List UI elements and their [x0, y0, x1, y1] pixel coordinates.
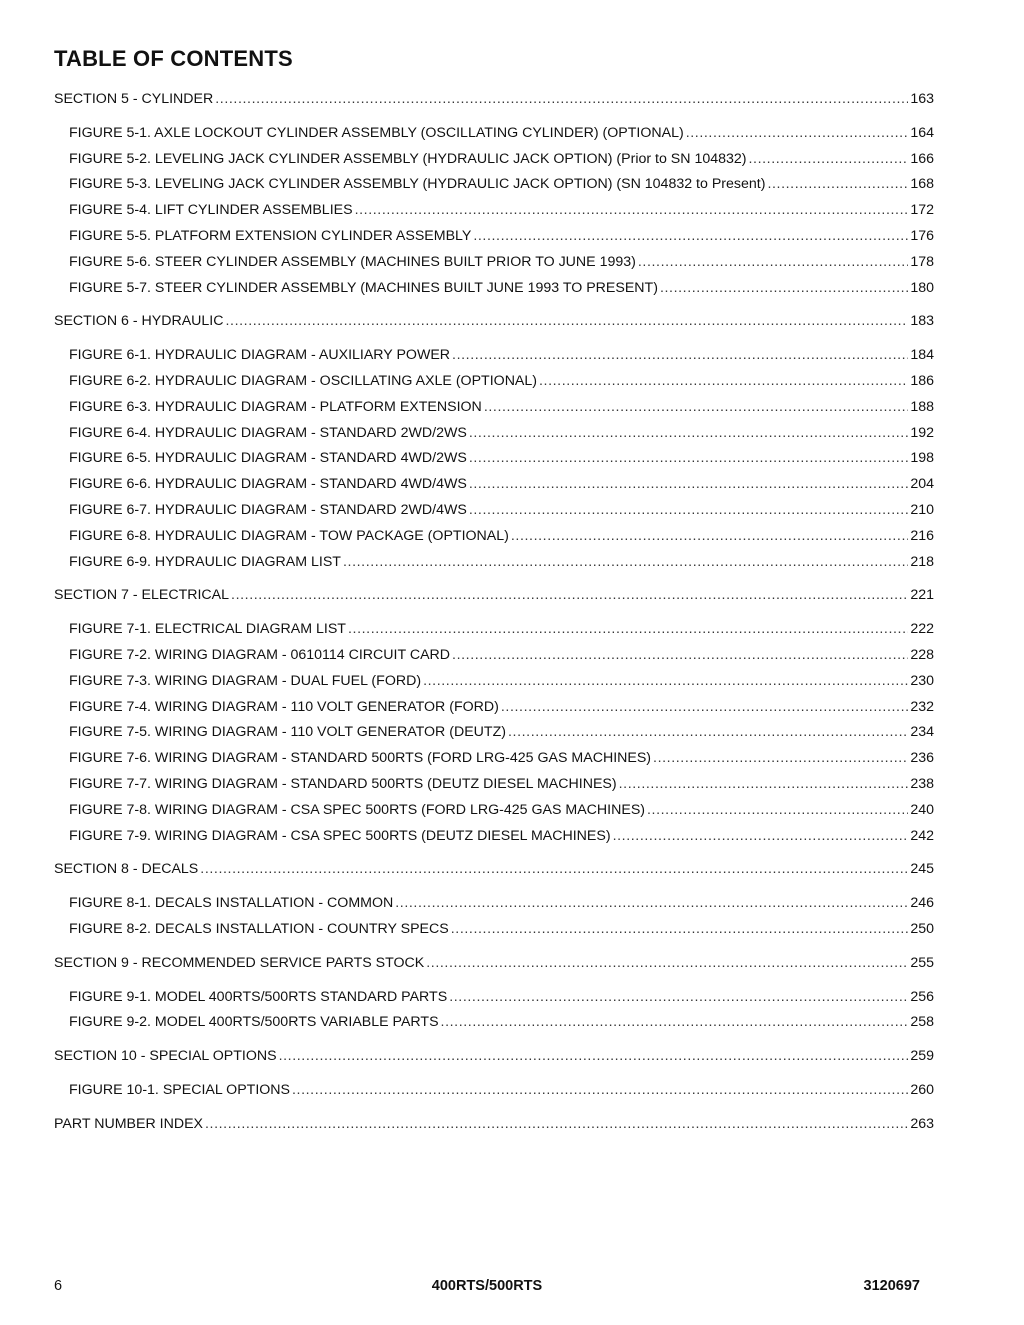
- toc-entry-page: 260: [910, 1081, 934, 1098]
- toc-entry-page: 234: [910, 724, 934, 741]
- toc-entry-label: FIGURE 7-4. WIRING DIAGRAM - 110 VOLT GENERATOR (FORD): [69, 698, 499, 715]
- toc-entry-label: SECTION 8 - DECALS: [54, 861, 199, 878]
- toc-entry-label: FIGURE 5-5. PLATFORM EXTENSION CYLINDER ASSEMBLY: [69, 227, 472, 244]
- dot-leader: [484, 397, 909, 417]
- dot-leader: [449, 987, 908, 1007]
- toc-entry-label: FIGURE 7-6. WIRING DIAGRAM - STANDARD 500RTS (FORD LRG-425 GAS MACHINES): [69, 750, 652, 767]
- toc-entry-label: FIGURE 5-6. STEER CYLINDER ASSEMBLY (MACHINES BUILT PRIOR TO JUNE 1993): [69, 253, 636, 270]
- dot-leader: [501, 697, 908, 717]
- toc-entry-page: 188: [910, 398, 934, 415]
- toc-entry-label: FIGURE 5-7. STEER CYLINDER ASSEMBLY (MACHINES BUILT JUNE 1993 TO PRESENT): [69, 279, 658, 296]
- toc-figure-entry[interactable]: [54, 722, 934, 748]
- toc-figure-entry[interactable]: [54, 619, 934, 645]
- dot-leader: [279, 1046, 909, 1066]
- toc-entry-label: FIGURE 6-3. HYDRAULIC DIAGRAM - PLATFORM EXTENSION: [69, 398, 482, 415]
- dot-leader: [348, 619, 908, 639]
- toc-entry-label: FIGURE 9-1. MODEL 400RTS/500RTS STANDARD PARTS: [69, 988, 448, 1005]
- toc-entry-page: 216: [910, 527, 934, 544]
- toc-figure-entry[interactable]: [54, 474, 934, 500]
- toc-entry-page: 230: [910, 672, 934, 689]
- toc-entry-page: 186: [910, 372, 934, 389]
- toc-entry-label: FIGURE 7-2. WIRING DIAGRAM - 0610114 CIRCUIT CARD: [69, 646, 451, 663]
- toc-entry-page: 232: [910, 698, 934, 715]
- toc-section-entry[interactable]: [54, 89, 934, 115]
- toc-entry-label: FIGURE 5-2. LEVELING JACK CYLINDER ASSEMBLY (HYDRAULIC JACK OPTION) (Prior to SN 104832): [69, 150, 747, 167]
- toc-entry-label: FIGURE 9-2. MODEL 400RTS/500RTS VARIABLE PARTS: [69, 1014, 439, 1031]
- toc-section-entry[interactable]: [54, 1114, 934, 1140]
- dot-leader: [647, 800, 908, 820]
- toc-entry-page: 180: [910, 279, 934, 296]
- toc-figure-entry[interactable]: [54, 800, 934, 826]
- toc-entry-label: FIGURE 7-8. WIRING DIAGRAM - CSA SPEC 500RTS (FORD LRG-425 GAS MACHINES): [69, 801, 646, 818]
- toc-entry-label: FIGURE 6-8. HYDRAULIC DIAGRAM - TOW PACKAGE (OPTIONAL): [69, 527, 509, 544]
- toc-entry-label: FIGURE 6-7. HYDRAULIC DIAGRAM - STANDARD 2WD/4WS: [69, 501, 467, 518]
- dot-leader: [395, 893, 908, 913]
- toc-entry-page: 178: [910, 253, 934, 270]
- dot-leader: [231, 585, 908, 605]
- toc-figure-entry[interactable]: [54, 200, 934, 226]
- toc-figure-entry[interactable]: [54, 1012, 934, 1038]
- toc-entry-page: 246: [910, 895, 934, 912]
- toc-entry-page: 184: [910, 347, 934, 364]
- toc-entry-page: 259: [910, 1048, 934, 1065]
- dot-leader: [226, 311, 909, 331]
- toc-entry-label: FIGURE 6-5. HYDRAULIC DIAGRAM - STANDARD 4WD/2WS: [69, 450, 467, 467]
- toc-entry-page: 258: [910, 1014, 934, 1031]
- footer-document-number: 3120697: [863, 1278, 920, 1294]
- dot-leader: [205, 1114, 908, 1134]
- toc-entry-label: FIGURE 7-1. ELECTRICAL DIAGRAM LIST: [69, 621, 346, 638]
- toc-figure-entry[interactable]: [54, 645, 934, 671]
- toc-entry-page: 238: [910, 775, 934, 792]
- toc-figure-entry[interactable]: [54, 893, 934, 919]
- page-title: TABLE OF CONTENTS: [54, 46, 293, 71]
- toc-figure-entry[interactable]: [54, 252, 934, 278]
- dot-leader: [469, 448, 909, 468]
- toc-figure-entry[interactable]: [54, 448, 934, 474]
- dot-leader: [660, 278, 908, 298]
- dot-leader: [638, 252, 908, 272]
- toc-entry-label: FIGURE 6-4. HYDRAULIC DIAGRAM - STANDARD 2WD/2WS: [69, 424, 467, 441]
- toc-entry-page: 256: [910, 988, 934, 1005]
- toc-entry-label: FIGURE 6-6. HYDRAULIC DIAGRAM - STANDARD 4WD/4WS: [69, 476, 467, 493]
- toc-entry-label: FIGURE 6-9. HYDRAULIC DIAGRAM LIST: [69, 553, 341, 570]
- dot-leader: [355, 200, 909, 220]
- toc-figure-entry[interactable]: [54, 526, 934, 552]
- toc-figure-entry[interactable]: [54, 149, 934, 175]
- dot-leader: [653, 748, 908, 768]
- toc-figure-entry[interactable]: [54, 500, 934, 526]
- toc-figure-entry[interactable]: [54, 226, 934, 252]
- toc-entry-label: FIGURE 7-3. WIRING DIAGRAM - DUAL FUEL (FORD): [69, 672, 422, 689]
- toc-entry-label: FIGURE 8-1. DECALS INSTALLATION - COMMON: [69, 895, 394, 912]
- toc-entry-label: SECTION 9 - RECOMMENDED SERVICE PARTS STOCK: [54, 954, 425, 971]
- dot-leader: [767, 174, 908, 194]
- toc-entry-page: 176: [910, 227, 934, 244]
- toc-entry-label: FIGURE 6-2. HYDRAULIC DIAGRAM - OSCILLATING AXLE (OPTIONAL): [69, 372, 538, 389]
- toc-entry-page: 228: [910, 646, 934, 663]
- toc-entry-page: 168: [910, 176, 934, 193]
- toc-entry-label: FIGURE 5-1. AXLE LOCKOUT CYLINDER ASSEMBLY (OSCILLATING CYLINDER) (OPTIONAL): [69, 124, 684, 141]
- dot-leader: [469, 500, 909, 520]
- toc-entry-page: 183: [910, 313, 934, 330]
- toc-entry-page: 163: [910, 91, 934, 107]
- toc-entry-label: FIGURE 10-1. SPECIAL OPTIONS: [69, 1081, 291, 1098]
- dot-leader: [508, 722, 908, 742]
- toc-entry-label: SECTION 6 - HYDRAULIC: [54, 313, 224, 330]
- toc-entry-page: 164: [910, 124, 934, 141]
- toc-figure-entry[interactable]: [54, 371, 934, 397]
- dot-leader: [200, 859, 908, 879]
- toc-list: [54, 89, 934, 1139]
- toc-entry-page: 245: [910, 861, 934, 878]
- toc-figure-entry[interactable]: [54, 397, 934, 423]
- toc-entry-page: 221: [910, 587, 934, 604]
- dot-leader: [473, 226, 908, 246]
- dot-leader: [426, 953, 908, 973]
- dot-leader: [451, 919, 909, 939]
- toc-figure-entry[interactable]: [54, 278, 934, 304]
- toc-entry-label: FIGURE 7-9. WIRING DIAGRAM - CSA SPEC 500RTS (DEUTZ DIESEL MACHINES): [69, 827, 611, 844]
- toc-entry-page: 242: [910, 827, 934, 844]
- toc-figure-entry[interactable]: [54, 748, 934, 774]
- toc-entry-page: 198: [910, 450, 934, 467]
- toc-entry-label: SECTION 5 - CYLINDER: [54, 91, 214, 107]
- page-footer: [54, 1278, 920, 1296]
- toc-section-entry[interactable]: [54, 859, 934, 885]
- dot-leader: [215, 89, 908, 109]
- toc-entry-page: 240: [910, 801, 934, 818]
- toc-section-entry[interactable]: [54, 311, 934, 337]
- toc-entry-page: 172: [910, 202, 934, 219]
- toc-entry-page: 250: [910, 920, 934, 937]
- toc-entry-page: 204: [910, 476, 934, 493]
- footer-page-number: 6: [54, 1278, 63, 1294]
- toc-figure-entry[interactable]: [54, 345, 934, 371]
- dot-leader: [749, 149, 909, 169]
- toc-entry-page: 263: [910, 1115, 934, 1132]
- toc-entry-label: FIGURE 7-5. WIRING DIAGRAM - 110 VOLT GENERATOR (DEUTZ): [69, 724, 506, 741]
- toc-section-entry[interactable]: [54, 585, 934, 611]
- dot-leader: [619, 774, 909, 794]
- dot-leader: [452, 645, 908, 665]
- dot-leader: [511, 526, 908, 546]
- dot-leader: [423, 671, 908, 691]
- toc-figure-entry[interactable]: [54, 987, 934, 1013]
- toc-entry-label: PART NUMBER INDEX: [54, 1115, 203, 1132]
- dot-leader: [686, 123, 909, 143]
- toc-figure-entry[interactable]: [54, 1080, 934, 1106]
- toc-figure-entry[interactable]: [54, 671, 934, 697]
- toc-figure-entry[interactable]: [54, 774, 934, 800]
- toc-entry-label: FIGURE 6-1. HYDRAULIC DIAGRAM - AUXILIARY POWER: [69, 347, 451, 364]
- toc-entry-label: FIGURE 7-7. WIRING DIAGRAM - STANDARD 500RTS (DEUTZ DIESEL MACHINES): [69, 775, 617, 792]
- toc-entry-label: SECTION 7 - ELECTRICAL: [54, 587, 230, 604]
- toc-entry-page: 236: [910, 750, 934, 767]
- toc-entry-label: SECTION 10 - SPECIAL OPTIONS: [54, 1048, 277, 1065]
- dot-leader: [441, 1012, 909, 1032]
- toc-entry-page: 210: [910, 501, 934, 518]
- dot-leader: [292, 1080, 908, 1100]
- toc-entry-page: 255: [910, 954, 934, 971]
- dot-leader: [469, 474, 909, 494]
- dot-leader: [452, 345, 908, 365]
- dot-leader: [343, 552, 908, 572]
- toc-figure-entry[interactable]: [54, 697, 934, 723]
- toc-entry-label: FIGURE 5-3. LEVELING JACK CYLINDER ASSEMBLY (HYDRAULIC JACK OPTION) (SN 104832 to Present): [69, 176, 766, 193]
- toc-figure-entry[interactable]: [54, 174, 934, 200]
- dot-leader: [539, 371, 908, 391]
- footer-model: 400RTS/500RTS: [431, 1278, 543, 1294]
- toc-figure-entry[interactable]: [54, 423, 934, 449]
- toc-section-entry[interactable]: [54, 1046, 934, 1072]
- toc-figure-entry[interactable]: [54, 123, 934, 149]
- toc-section-entry[interactable]: [54, 953, 934, 979]
- toc-entry-page: 218: [910, 553, 934, 570]
- dot-leader: [613, 826, 909, 846]
- toc-entry-page: 192: [910, 424, 934, 441]
- toc-figure-entry[interactable]: [54, 919, 934, 945]
- toc-figure-entry[interactable]: [54, 552, 934, 578]
- toc-entry-page: 222: [910, 621, 934, 638]
- toc-entry-page: 166: [910, 150, 934, 167]
- toc-entry-label: FIGURE 5-4. LIFT CYLINDER ASSEMBLIES: [69, 202, 353, 219]
- dot-leader: [469, 423, 909, 443]
- toc-entry-label: FIGURE 8-2. DECALS INSTALLATION - COUNTRY SPECS: [69, 920, 449, 937]
- toc-figure-entry[interactable]: [54, 826, 934, 852]
